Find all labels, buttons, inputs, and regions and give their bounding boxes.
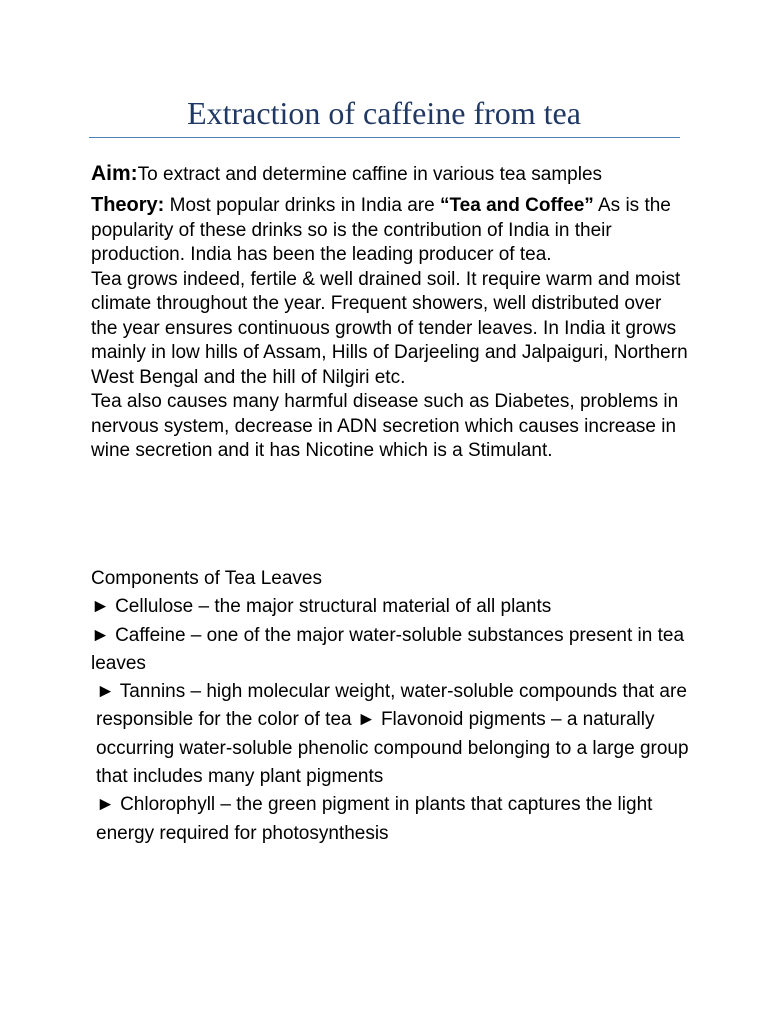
component-item-chlorophyll: ► Chlorophyll – the green pigment in plants that captures the light energy required for photosynthesis	[96, 794, 653, 844]
component-item-cellulose: ► Cellulose – the major structural material of all plants	[91, 596, 552, 618]
theory-paragraph-3: Tea also causes many harmful disease such as Diabetes, problems in nervous system, decrease in ADN secretion which causes increase in wine secretion and it has Nicotine which is a Stimulant.	[91, 391, 679, 461]
document-title: Extraction of caffeine from tea	[187, 95, 581, 131]
components-section	[91, 565, 691, 848]
aim-label: Aim:	[91, 162, 138, 185]
component-item-caffeine: ► Caffeine – one of the major water-soluble substances present in tea leaves	[91, 624, 685, 674]
theory-label: Theory:	[91, 194, 165, 216]
theory-paragraph-1	[91, 193, 691, 268]
theory-highlight: “Tea and Coffee”	[439, 195, 594, 216]
components-heading: Components of Tea Leaves	[91, 568, 322, 589]
aim-section	[91, 161, 691, 188]
theory-paragraph-2: Tea grows indeed, fertile & well drained soil. It require warm and moist climate throughout the year. Frequent showers, well distributed over the year ensures continuous growth of tender leaves. In India it grows mainly in low hills of Assam, Hills of Darjeeling and Jalpaiguri, Northern West Bengal and the hill of Nilgiri etc.	[91, 268, 688, 388]
theory-section	[91, 193, 691, 464]
aim-text: To extract and determine caffine in various tea samples	[137, 164, 603, 185]
component-item-tannins: ► Tannins – high molecular weight, water-soluble compounds that are responsible for the color of tea ► Flavonoid pigments – a naturally occurring water-soluble phenolic compound belonging to a large group that includes many plant pigments	[96, 681, 689, 788]
theory-p1-rest: As is the popularity of these drinks so is the contribution of India in their production. India has been the leading producer of tea.	[91, 195, 671, 265]
title-underline	[89, 137, 680, 138]
theory-intro: Most popular drinks in India are	[164, 195, 440, 216]
